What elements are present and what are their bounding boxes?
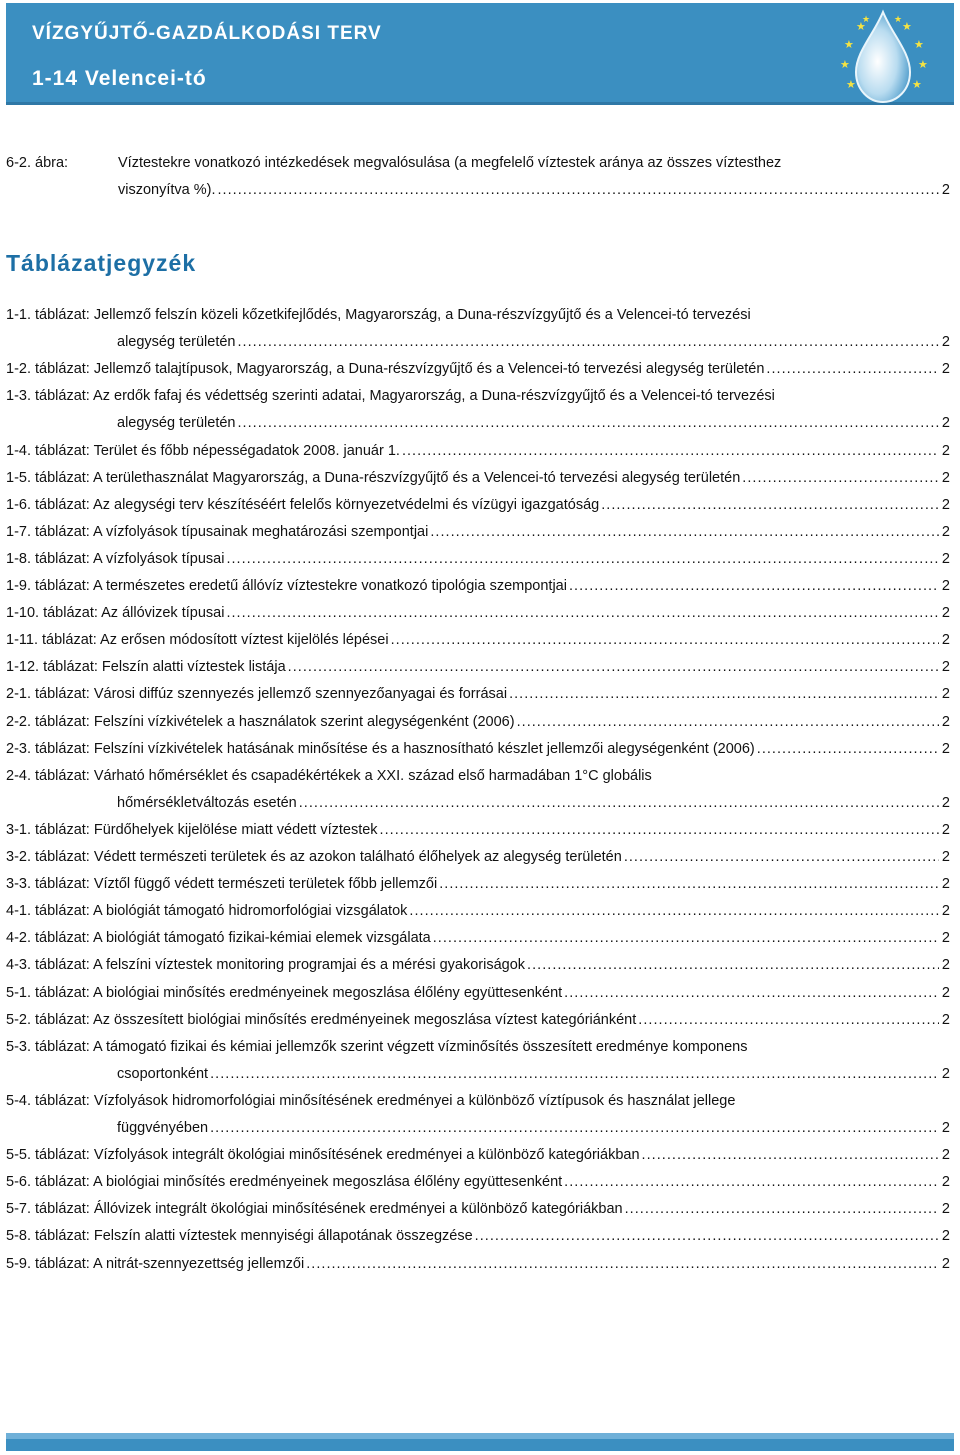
toc-entry-title: 1-7. táblázat: A vízfolyások típusainak meghatározási szempontjai [6,523,429,540]
toc-entry-line [6,681,950,708]
leader-dots [599,492,939,519]
toc-entry-title-continued: alegység területén [117,415,236,432]
toc-page-number: 2 [941,605,950,622]
toc-entry-title: 1-6. táblázat: Az alegységi terv készítéséért felelős környezetvédelmi és vízügyi igazgatóság [6,496,600,513]
toc-entry-title: 2-1. táblázat: Városi diffúz szennyezés jellemző szennyezőanyagai és forrásai [6,686,508,703]
toc-entry-line [6,763,950,790]
leader-dots [755,736,939,763]
toc-entry-line [6,1142,950,1169]
toc-entry-line [6,709,950,736]
leader-dots [525,952,939,979]
leader-dots [507,681,939,708]
toc-entry-title: 2-2. táblázat: Felszíni vízkivételek a használatok szerint alegységenként (2006) [6,713,515,730]
toc-entry-title: 5-7. táblázat: Állóvizek integrált ökológiai minősítésének eredményei a különböző kategóriákban [6,1201,623,1218]
leader-dots [623,1196,939,1223]
toc-page-number: 2 [941,1011,950,1028]
toc-entry-line [6,546,950,573]
leader-dots [437,871,939,898]
svg-text:★: ★ [912,79,922,91]
leader-dots [636,1007,939,1034]
toc-entry-title: 3-3. táblázat: Víztől függő védett természeti területek főbb jellemzői [6,876,438,893]
toc-entry-title: 5-2. táblázat: Az összesített biológiai minősítés eredményeinek megoszlása víztest kategóriánként [6,1011,637,1028]
leader-dots [224,546,938,573]
toc-entry-line [6,1007,950,1034]
table-list-heading: Táblázatjegyzék [6,250,197,276]
toc-entry-title: 3-1. táblázat: Fürdőhelyek kijelölése miatt védett víztestek [6,821,378,838]
leader-dots [640,1142,939,1169]
toc-page-number: 2 [941,1201,950,1218]
toc-entry-title: 5-1. táblázat: A biológiai minősítés eredményeinek megoszlása élőlény együttesenként [6,984,563,1001]
toc-page-number: 2 [941,1065,950,1082]
toc-entry-title: 5-5. táblázat: Vízfolyások integrált ökológiai minősítésének eredményei a különböző kategóriákban [6,1147,640,1164]
toc-entry-line [6,1088,950,1115]
toc-entry-title: 1-11. táblázat: Az erősen módosított víztest kijelölés lépései [6,632,389,649]
toc-entry-title: 4-2. táblázat: A biológiát támogató fizikai-kémiai elemek vizsgálata [6,930,431,947]
leader-dots [473,1223,939,1250]
svg-text:★: ★ [894,14,903,24]
toc-page-number: 2 [941,686,950,703]
toc-entry-line [117,1115,950,1142]
toc-page-number: 2 [941,523,950,540]
svg-text:★: ★ [856,21,866,33]
toc-entry-line [6,1196,950,1223]
toc-entry-line [6,600,950,627]
toc-page-number: 2 [941,1147,950,1164]
toc-entry-line [6,1169,950,1196]
toc-page-number: 2 [941,821,950,838]
leader-dots [740,465,939,492]
toc-page-number: 2 [941,415,950,432]
toc-page-number: 2 [941,578,950,594]
svg-text:★: ★ [846,79,856,91]
leader-dots [407,898,939,925]
toc-entry-title: 5-9. táblázat: A nitrát-szennyezettség jellemzői [6,1255,305,1272]
toc-entry-title: 1-5. táblázat: A területhasználat Magyarország, a Duna-részvízgyűjtő és a Velencei-tó tervezési alegység területén [6,469,741,486]
toc-entry-title: 1-4. táblázat: Terület és főbb népességadatok 2008. január 1. [6,442,400,459]
toc-page-number: 2 [941,740,950,757]
leader-dots [562,1169,939,1196]
toc-entry-title: 1-12. táblázat: Felszín alatti víztestek listája [6,659,286,676]
leader-dots [562,980,939,1007]
leader-dots [208,1115,939,1142]
toc-page-number: 2 [941,334,950,351]
toc-entry-line [117,410,950,437]
leader-dots [378,817,939,844]
toc-entry-line [6,952,950,979]
toc-page-number: 2 [941,957,950,974]
toc-entry-line [6,925,950,952]
toc-entry-title: 2-4. táblázat: Várható hőmérséklet és csapadékértékek a XXI. század első harmadában 1°C globális [6,767,652,784]
toc-entry-title: 5-3. táblázat: A támogató fizikai és kémiai jellemzők szerint végzett vízminősítés összesített eredménye komponens [6,1038,748,1055]
svg-text:★: ★ [914,39,924,51]
leader-dots [216,177,939,204]
toc-entry-title: 1-3. táblázat: Az erdők fafaj és védettség szerinti adatai, Magyarország, a Duna-részvízgyűjtő és a Velencei-tó tervezési [6,388,775,405]
toc-entry-line [6,383,950,410]
document-header [6,3,954,105]
toc-entry-line [6,817,950,844]
water-drop-eu-stars-icon [814,4,952,108]
toc-entry-line [6,356,950,383]
leader-dots [389,627,939,654]
toc-entry-line [6,1251,950,1278]
toc-page-number: 2 [941,469,950,486]
leader-dots [431,925,939,952]
svg-text:★: ★ [862,14,871,24]
toc-page-number: 2 [941,930,950,947]
figure-page-number: 2 [941,182,950,198]
toc-page-number: 2 [941,903,950,920]
svg-text:★: ★ [844,39,854,51]
leader-dots [567,573,939,600]
toc-entry-title-continued: alegység területén [117,334,236,351]
toc-entry-line [6,736,950,763]
toc-page-number: 2 [941,794,950,811]
figure-label: 6-2. ábra: [6,155,69,171]
toc-entry-line [6,1223,950,1250]
toc-page-number: 2 [941,1255,950,1272]
toc-entry-line [6,302,950,329]
leader-dots [297,790,939,817]
figure-text: Víztestekre vonatkozó intézkedések megvalósulása (a megfelelő víztestek aránya az összes víztesthez [118,155,782,171]
toc-entry-title: 5-4. táblázat: Vízfolyások hidromorfológiai minősítésének eredményei a különböző víztípusok és használat jellege [6,1092,736,1109]
toc-entry-title-continued: függvényében [117,1120,209,1136]
svg-text:★: ★ [918,59,928,71]
toc-entry-line [6,465,950,492]
toc-entry-title: 1-8. táblázat: A vízfolyások típusai [6,550,225,567]
toc-entry-line [6,871,950,898]
figure-text-continued: viszonyítva %). [118,182,216,198]
toc-entry-line [117,790,950,817]
toc-page-number: 2 [941,1228,950,1245]
toc-entry-line [6,438,950,465]
toc-entry-title: 1-2. táblázat: Jellemző talajtípusok, Magyarország, a Duna-részvízgyűjtő és a Velencei-tó tervezési alegység területén [6,361,765,378]
leader-dots [428,519,939,546]
toc-entry-line [6,627,950,654]
toc-entry-title: 5-8. táblázat: Felszín alatti víztestek mennyiségi állapotának összegzése [6,1228,473,1245]
leader-dots [224,600,938,627]
svg-text:★: ★ [840,59,850,71]
toc-entry-line [117,1061,950,1088]
toc-page-number: 2 [941,1120,950,1136]
leader-dots [236,410,939,437]
toc-page-number: 2 [941,442,950,459]
toc-entry-title: 4-3. táblázat: A felszíni víztestek monitoring programjai és a mérési gyakoriságok [6,957,526,974]
toc-entry-title: 1-1. táblázat: Jellemző felszín közeli kőzetkifejlődés, Magyarország, a Duna-részvízgyűjtő és a Velencei-tó tervezési [6,307,751,323]
toc-entry-line [6,519,950,546]
leader-dots [286,654,939,681]
toc-entry-line [6,898,950,925]
toc-page-number: 2 [941,849,950,865]
toc-page-number: 2 [941,984,950,1001]
toc-page-number: 2 [941,550,950,567]
toc-entry-line [6,844,950,871]
leader-dots [208,1061,939,1088]
toc-entry-title: 1-9. táblázat: A természetes eredetű állóvíz víztestekre vonatkozó tipológia szempontjai [6,578,567,594]
toc-entry-line [6,654,950,681]
toc-entry-title: 1-10. táblázat: Az állóvizek típusai [6,605,225,622]
document-subtitle: 1-14 Velencei-tó [32,67,207,90]
svg-text:★: ★ [902,21,912,33]
toc-entry-line [117,329,950,356]
toc-entry-title: 2-3. táblázat: Felszíni vízkivételek hatásának minősítése és a hasznosítható készlet jellemzői alegységenként (2006) [6,740,755,757]
leader-dots [236,329,939,356]
toc-entry-title: 5-6. táblázat: A biológiai minősítés eredményeinek megoszlása élőlény együttesenként [6,1174,563,1191]
toc-page-number: 2 [941,659,950,676]
leader-dots [622,844,939,871]
leader-dots [400,438,939,465]
toc-entry-line [6,492,950,519]
leader-dots [515,709,939,736]
leader-dots [304,1251,939,1278]
document-title: VÍZGYŰJTŐ-GAZDÁLKODÁSI TERV [32,23,382,44]
toc-entry-title-continued: csoportonként [117,1065,209,1082]
footer-bar [6,1433,954,1451]
toc-entry-title: 4-1. táblázat: A biológiát támogató hidromorfológiai vizsgálatok [6,903,408,920]
toc-entry-title: 3-2. táblázat: Védett természeti területek és az azokon található élőhelyek az alegység területén [6,849,622,865]
toc-entry-line [6,980,950,1007]
toc-entry-title-continued: hőmérsékletváltozás esetén [117,794,297,811]
toc-entry-line [6,573,950,600]
toc-page-number: 2 [941,876,950,893]
toc-page-number: 2 [941,1174,950,1191]
toc-page-number: 2 [941,713,950,730]
figure-text-continued-line [118,177,950,204]
toc-page-number: 2 [941,496,950,513]
toc-page-number: 2 [941,632,950,649]
leader-dots [764,356,939,383]
toc-entry-line [6,1034,950,1061]
toc-page-number: 2 [941,361,950,378]
